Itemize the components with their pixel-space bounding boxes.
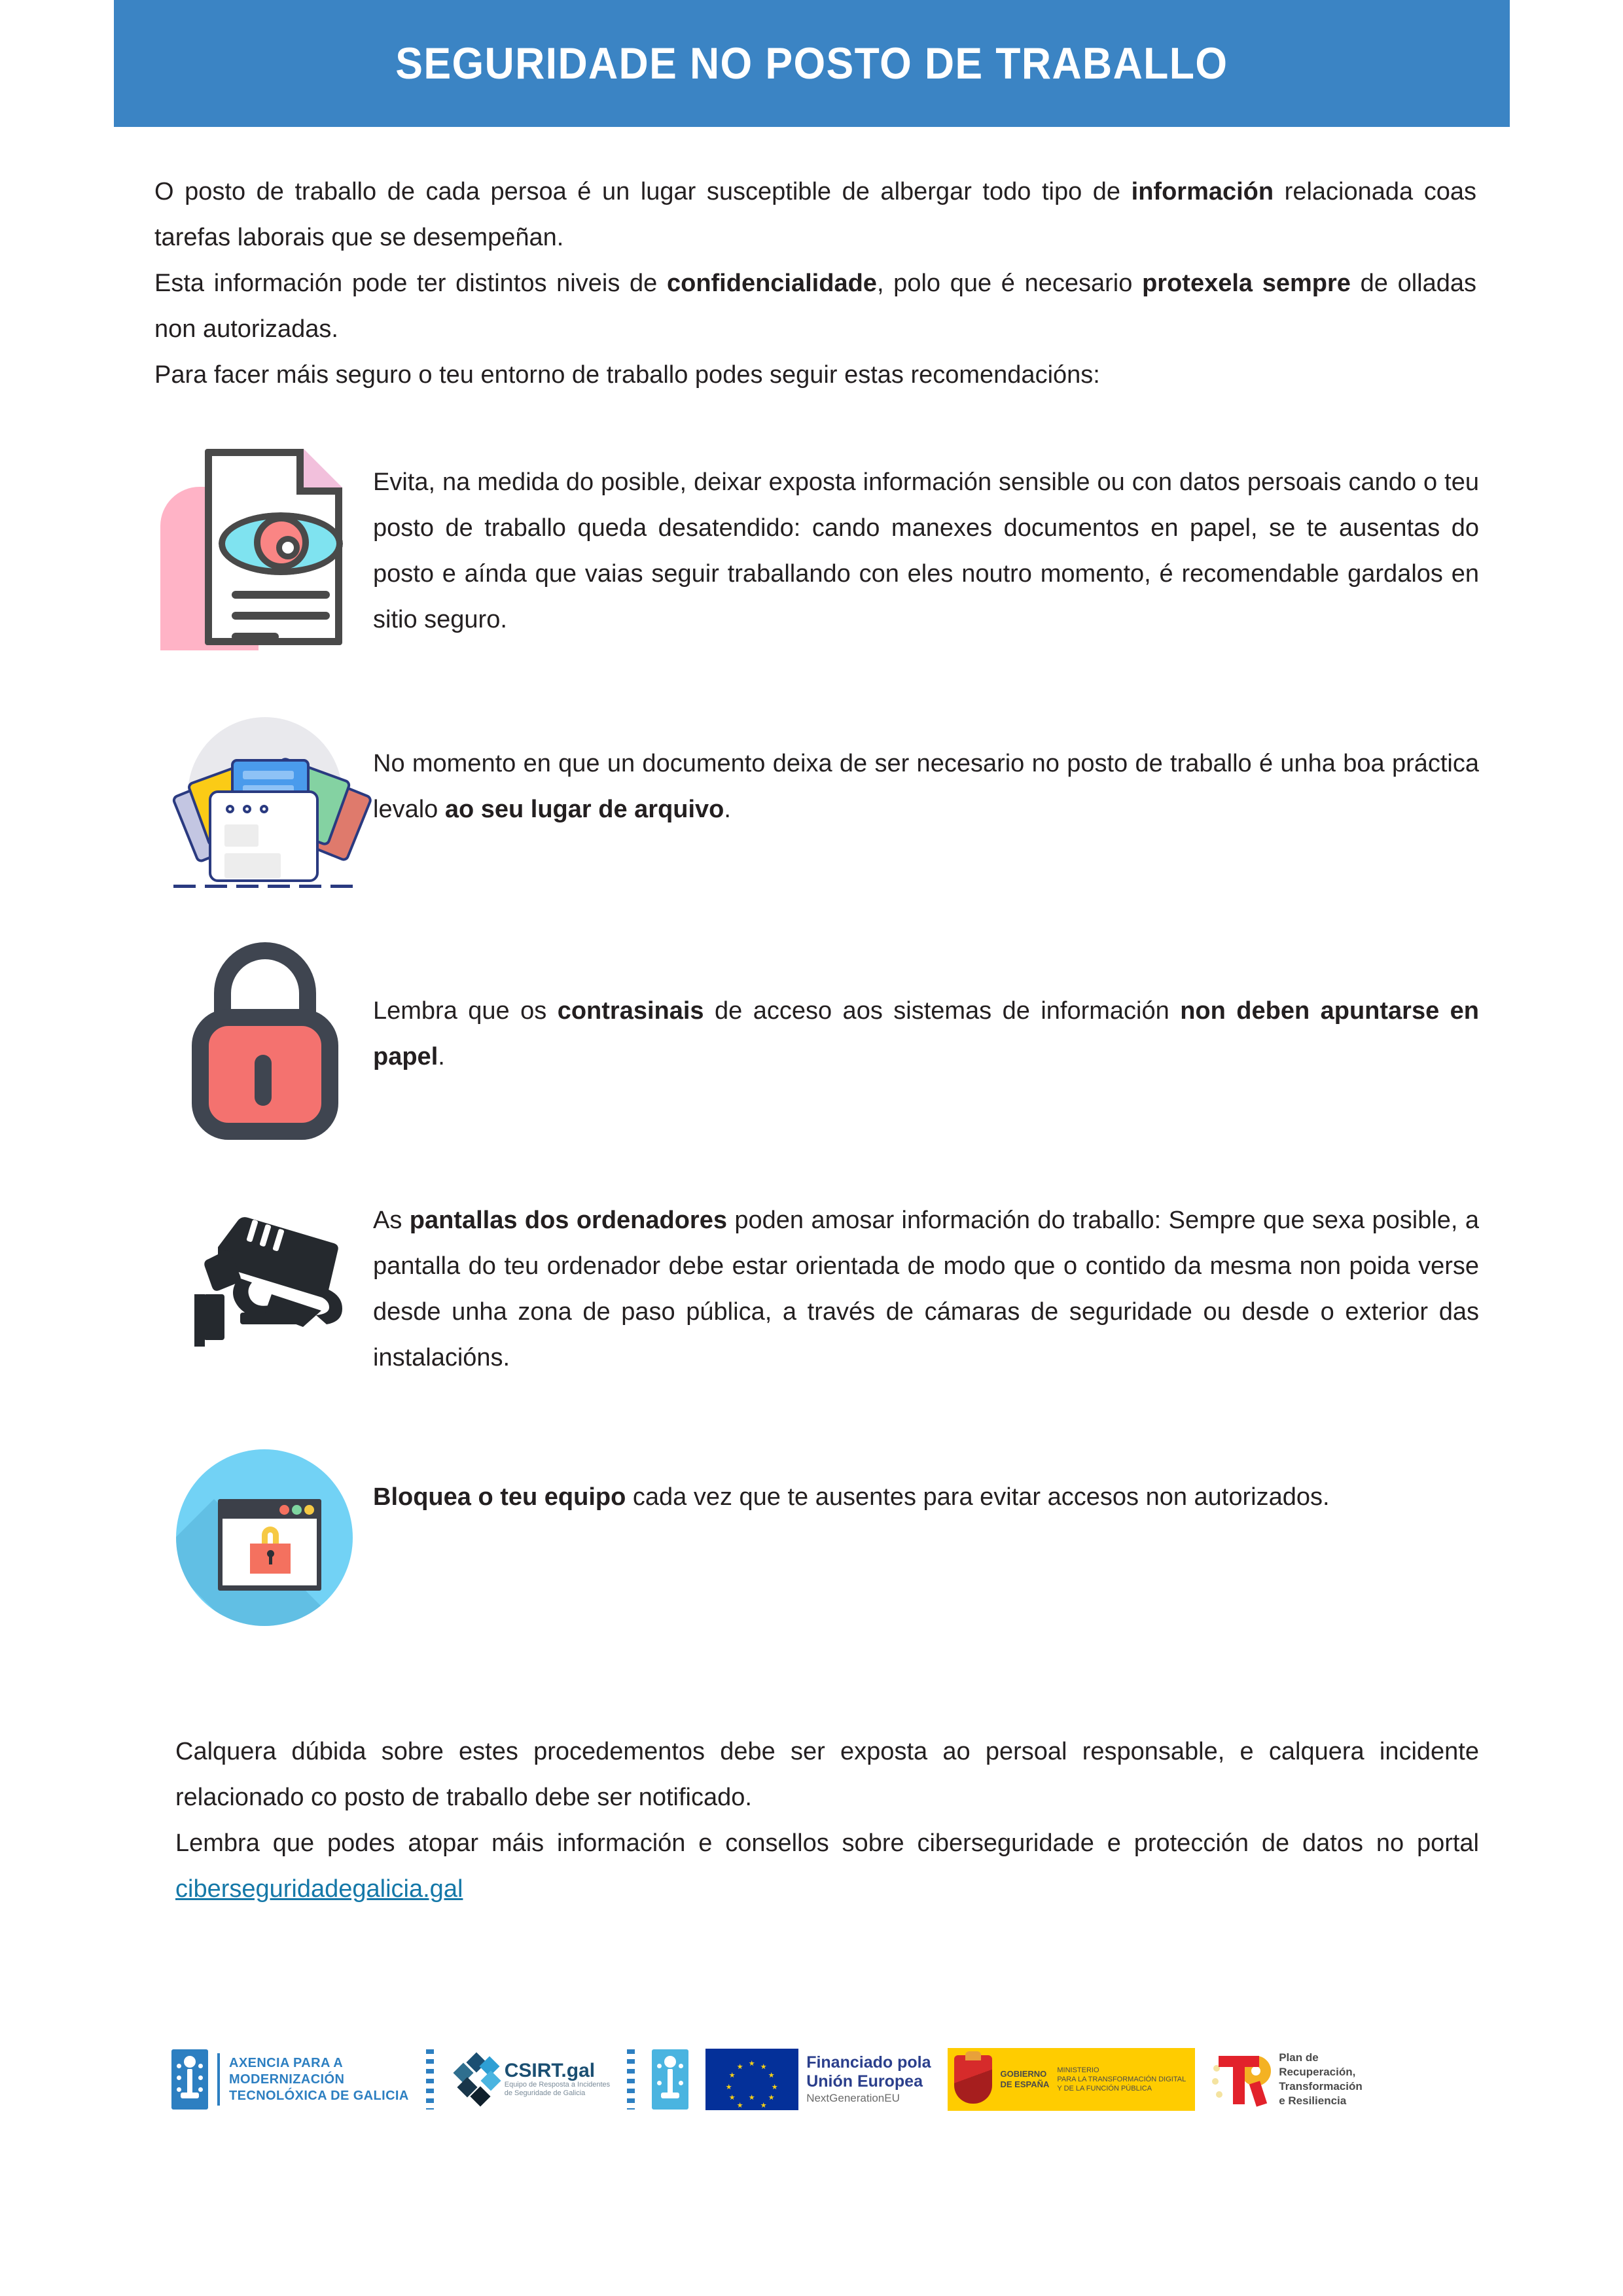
eu-star-8: [737, 2102, 743, 2108]
es-line-5: Y DE LA FUNCIÓN PÚBLICA: [1057, 2085, 1152, 2093]
intro-p2-c: , polo que é necesario: [876, 270, 1143, 297]
european-union-logo: [705, 2044, 931, 2115]
tr-pip-2: [1212, 2078, 1219, 2085]
csirt-logo: [451, 2044, 610, 2115]
chalice2-stem: [668, 2069, 673, 2094]
portal-link[interactable]: ciberseguridadegalicia.gal: [175, 1875, 463, 1903]
screen-lock-icon-circle: [176, 1449, 353, 1626]
tip-2-text-b: .: [724, 796, 731, 823]
tr-letter-r-leg: [1249, 2081, 1267, 2106]
tip-4-text: [373, 1196, 1479, 1381]
closing-p2-a: Lembra que podes atopar máis información e consellos sobre ciberseguridade e protección de datos no portal: [175, 1829, 1479, 1857]
eu-star-1: [749, 2060, 755, 2066]
tr-line-2: Recuperación,: [1279, 2066, 1356, 2078]
page-title: SEGURIDADE NO POSTO DE TRABALLO: [395, 39, 1228, 88]
csirt-name: CSIRT.gal: [504, 2060, 596, 2081]
amtega-logo-text: [229, 2055, 409, 2104]
tip-4-text-a: As: [373, 1207, 410, 1234]
intro-p1-c: relacionada coas tarefas laborais que se desempeñan.: [154, 178, 1476, 251]
archive-card-blue-bar-1: [243, 771, 294, 779]
csirt-sub-1: Equipo de Resposta a Incidentes: [504, 2081, 611, 2089]
chalice2-base: [661, 2093, 679, 2098]
intro-paragraph-2: [154, 260, 1476, 352]
tip-4-icon-slot: [157, 1196, 373, 1347]
tip-5-text: [373, 1443, 1479, 1520]
eu-flag-icon: [705, 2049, 798, 2110]
document-line-2: [232, 612, 330, 620]
intro-paragraph-3: Para facer máis seguro o teu entorno de traballo podes seguir estas recomendacións:: [154, 361, 1100, 389]
closing-paragraph-1: Calquera dúbida sobre estes procedementos debe ser exposta ao persoal responsable, e calquera incidente relacionado co posto de traballo debe ser notificado.: [175, 1738, 1479, 1811]
intro-p1-a: O posto de traballo de cada persoa é un lugar susceptible de albergar todo tipo de: [154, 178, 1132, 205]
intro-paragraph-1: [154, 169, 1476, 260]
tip-1-text: [373, 440, 1479, 643]
chalice-stem: [187, 2069, 192, 2094]
chalice2-dot-1: [657, 2064, 662, 2068]
amtega-line-3: TECNOLÓXICA DE GALICIA: [229, 2088, 409, 2103]
document-line-3: [232, 633, 279, 641]
tip-3-text-a: Lembra que os: [373, 997, 558, 1025]
intro-p2-bold-2: protexela sempre: [1142, 270, 1351, 297]
csirt-cube-6: [480, 2070, 501, 2091]
chalice2-dot-2: [679, 2064, 683, 2068]
eu-logo-text: [806, 2053, 931, 2106]
tip-1-text-a: Evita, na medida do posible, deixar exposta información sensible ou con datos persoais cando o teu posto de traballo queda desatendido: cando manexes documentos en papel, se te ausentas do posto e aínda que vaias seguir traballando con eles noutro momento, é recomendable gardalos en sitio seguro.: [373, 468, 1479, 633]
intro-p2-a: Esta información pode ter distintos niveis de: [154, 270, 667, 297]
cctv-camera-icon-svg: [167, 1196, 363, 1347]
tip-row-5: [157, 1443, 1479, 1633]
csirt-cubes-icon: [451, 2051, 499, 2108]
archive-front-block-1: [224, 824, 259, 847]
document-eye-icon: [160, 440, 370, 656]
amtega-line-2: MODERNIZACIÓN: [229, 2072, 345, 2087]
eu-line-2: Unión Europea: [806, 2072, 923, 2091]
tip-5-bold-1: Bloquea o teu equipo: [373, 1483, 626, 1511]
chalice-base: [181, 2093, 199, 2098]
tr-letter-t-stem: [1233, 2056, 1245, 2104]
tip-2-icon-slot: [157, 713, 373, 896]
tip-3-bold-1: contrasinais: [557, 997, 704, 1025]
document-line-1: [232, 591, 330, 599]
amtega-divider: [217, 2053, 220, 2106]
footer-logo-strip: [171, 2040, 1454, 2119]
intro-p2-e: de olladas non autorizadas.: [154, 270, 1476, 343]
gobierno-de-espana-logo: [948, 2048, 1195, 2111]
csirt-sub-2: de Seguridade de Galicia: [504, 2089, 586, 2097]
eu-star-5: [768, 2094, 774, 2100]
window-lock-body: [250, 1544, 291, 1574]
es-line-1: GOBIERNO: [1000, 2069, 1047, 2079]
tr-line-1: Plan de: [1279, 2051, 1319, 2064]
intro-p1-bold: información: [1131, 178, 1274, 205]
tip-2-bold-1: ao seu lugar de arquivo: [444, 796, 724, 823]
eu-star-11: [729, 2072, 735, 2078]
tr-line-3: Transformación: [1279, 2080, 1363, 2093]
window-dot-green: [292, 1505, 302, 1515]
eu-line-3: NextGenerationEU: [806, 2092, 900, 2104]
chalice-cup: [184, 2056, 196, 2068]
padlock-icon-keyhole: [255, 1055, 272, 1106]
footer-separator-2: [627, 2049, 635, 2110]
csirt-logo-text: [505, 2061, 610, 2098]
eye-pupil: [276, 536, 300, 559]
eu-star-6: [760, 2102, 766, 2108]
tip-3-text-b: de acceso aos sistemas de información: [704, 997, 1181, 1025]
chalice-dot-4: [198, 2075, 203, 2080]
window-lock-keyhole: [267, 1550, 274, 1557]
tip-1-icon-slot: [157, 440, 373, 656]
intro-block: [154, 169, 1476, 398]
archive-front-block-2: [224, 853, 281, 878]
tip-5-text-b: cada vez que te ausentes para evitar accesos non autorizados.: [626, 1483, 1330, 1511]
es-line-4: PARA LA TRANSFORMACIÓN DIGITAL: [1057, 2075, 1186, 2083]
es-line-2: DE ESPAÑA: [1000, 2079, 1050, 2089]
eu-star-12: [737, 2064, 743, 2070]
tip-3-text-c: .: [438, 1043, 445, 1070]
window-screen: [223, 1519, 317, 1585]
eu-star-3: [768, 2072, 774, 2078]
plan-recuperacion-logo: [1212, 2044, 1363, 2115]
closing-block: [175, 1729, 1479, 1912]
chalice-dot-6: [198, 2087, 203, 2092]
archive-front-dot-1: [226, 805, 234, 813]
page-header-bar: [114, 0, 1510, 127]
tip-row-3: [157, 936, 1479, 1145]
chalice-dot-2: [198, 2064, 203, 2068]
archive-cards-icon-baseline: [173, 885, 354, 888]
chalice2-dot-3: [657, 2081, 662, 2085]
tip-row-2: [157, 713, 1479, 896]
tip-5-icon-slot: [157, 1443, 373, 1633]
eu-star-2: [760, 2064, 766, 2070]
footer-separator-1: [426, 2049, 434, 2110]
intro-p2-bold-1: confidencialidade: [666, 270, 877, 297]
amtega-line-1: AXENCIA PARA A: [229, 2055, 344, 2070]
cctv-camera-icon: [167, 1196, 363, 1347]
screen-lock-icon-window: [218, 1499, 321, 1591]
tip-row-4: [157, 1196, 1479, 1381]
tip-3-icon-slot: [157, 936, 373, 1145]
tip-4-bold-1: pantallas dos ordenadores: [409, 1207, 727, 1234]
chalice2-dot-4: [679, 2081, 683, 2085]
xunta-chalice-icon-secondary: [652, 2049, 688, 2110]
padlock-icon: [167, 936, 363, 1145]
archive-cards-icon: [167, 713, 363, 896]
chalice-dot-5: [177, 2087, 181, 2092]
tip-3-text: [373, 936, 1479, 1080]
ministerio-text: [1057, 2066, 1186, 2093]
chalice2-cup: [664, 2056, 676, 2068]
eye-iris: [254, 515, 309, 570]
tip-4-text-b: poden amosar información do traballo: Sempre que sexa posible, a pantalla do teu ordenador debe estar orientada de modo que o contido da mesma non poida verse desde unha zona de paso pública, a través de cámaras de seguridade ou desde o exterior das instalacións.: [373, 1207, 1480, 1371]
document-eye-icon-sheet: [205, 449, 342, 645]
chalice-dot-1: [177, 2064, 181, 2068]
eu-star-4: [772, 2084, 777, 2090]
window-dot-yellow: [304, 1505, 314, 1515]
es-line-3: MINISTERIO: [1057, 2066, 1099, 2074]
eu-star-7: [749, 2094, 755, 2100]
amtega-logo: [171, 2044, 409, 2115]
tip-3-bold-2: non deben apuntarse en papel: [373, 997, 1479, 1070]
eu-line-1: Financiado pola: [806, 2053, 931, 2072]
tr-pip-3: [1216, 2091, 1222, 2098]
document-eye-icon-eye: [219, 512, 343, 575]
eu-star-9: [729, 2094, 735, 2100]
closing-paragraph-2: [175, 1820, 1479, 1912]
screen-lock-icon: [167, 1443, 363, 1633]
window-dot-red: [279, 1505, 289, 1515]
tip-2-text-a: No momento en que un documento deixa de ser necesario no posto de traballo é unha boa práctica levalo: [373, 750, 1479, 823]
archive-front-dot-3: [260, 805, 268, 813]
gobierno-text: [1000, 2069, 1049, 2090]
archive-front-dot-2: [243, 805, 251, 813]
archive-front-card: [209, 790, 319, 882]
document-eye-icon-fold: [296, 449, 342, 495]
chalice-dot-3: [177, 2075, 181, 2080]
tip-2-text: [373, 713, 1479, 832]
xunta-chalice-icon: [171, 2049, 208, 2110]
tr-line-4: e Resiliencia: [1279, 2094, 1347, 2107]
spain-coat-of-arms-icon: [954, 2055, 992, 2104]
tip-row-1: [157, 440, 1479, 656]
eu-star-10: [726, 2084, 732, 2090]
tr-monogram-icon: [1212, 2051, 1272, 2108]
plan-recuperacion-text: [1279, 2051, 1363, 2108]
